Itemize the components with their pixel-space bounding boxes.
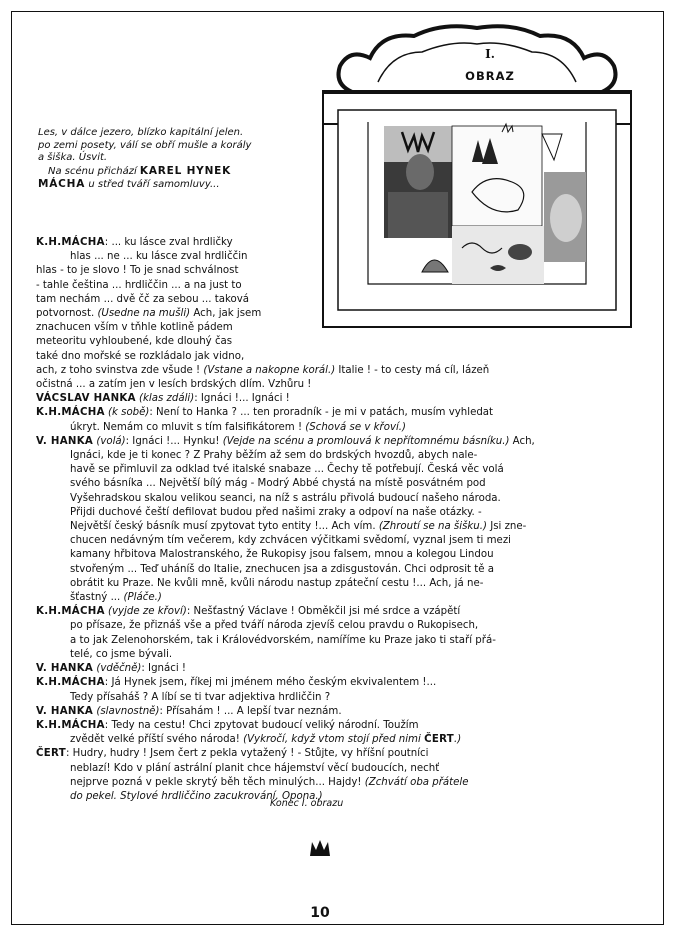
dialogue-line [36, 279, 535, 293]
speaker-name: VÁCSLAV HANKA [36, 393, 136, 405]
line-text: nejprve pozná v pekle skrytý běh těch minulých... Hajdy! [70, 776, 365, 788]
line-text: hlas ... ne ... ku lásce zval hrdliččin [70, 251, 248, 263]
line-text: : Ignáci ! [141, 663, 186, 675]
intro-fragment: u střed tváří samomluvy... [85, 179, 220, 190]
line-text: : Ignáci !... Hynku! [125, 435, 223, 447]
dialogue-line [36, 762, 535, 776]
dialogue-line [36, 236, 535, 250]
line-text: úkryt. Nemám co mluvit s tím falsifikátorem ! [70, 421, 306, 433]
line-text: potvornost. [36, 308, 98, 320]
intro-line: po zemi posety, válí se obří mušle a korály [38, 139, 252, 151]
line-text: : Přísahám ! ... A lepší tvar neznám. [159, 705, 342, 717]
line-text: : Ignáci !... Ignáci ! [194, 393, 290, 405]
line-text: ach, z toho svinstva zde všude ! [36, 364, 204, 376]
stage-direction: (klas zdáli) [135, 393, 195, 405]
line-text: Tedy přísaháš ? A líbí se ti tvar adjektiva hrdliččin ? [70, 691, 331, 703]
speaker-name: K.H.MÁCHA [36, 677, 105, 689]
line-text: Ach, [509, 435, 535, 447]
dialogue-line [36, 264, 535, 278]
dialogue-line [36, 492, 535, 506]
line-text: svého básníka ... Největší bílý mág - Modrý Abbé chystá na místě posvátném pod [70, 478, 486, 490]
stage-direction: do pekel. Stylové hrdliččino zacukrování. Opona.) [70, 790, 323, 802]
line-text: očistná ... a zatím jen v lesích brdských dlím. Vzhůru ! [36, 379, 312, 391]
line-text: : Já Hynek jsem, říkej mi jménem mého českým ekvivalentem !... [104, 677, 437, 689]
dialogue-line [36, 747, 535, 761]
dialogue-line [36, 591, 535, 605]
line-text: stvořeným ... Teď uháníš do Italie, znechucen jsa a zdisgustován. Chci odprosit tě a [70, 563, 495, 575]
dialogue-line [36, 733, 535, 747]
intro-text [38, 127, 251, 192]
line-text: : Není to Hanka ? ... ten proradník - je mi v patách, musím vyhledat [149, 407, 494, 419]
dialogue-line [36, 307, 535, 321]
speaker-name: K.H.MÁCHA [36, 606, 105, 618]
line-text: : Nešťastný Václave ! Obměkčil jsi mé srdce a vzápětí [186, 606, 461, 618]
dialogue-line [36, 421, 535, 435]
stage-direction: (Vstane a nakopne korál.) [203, 364, 336, 376]
stage-direction: (Usedne na mušli) [97, 308, 191, 320]
intro-line: Les, v dálce jezero, blízko kapitální jelen. [38, 127, 244, 138]
dialogue-line [36, 350, 535, 364]
dialogue-line [36, 321, 535, 335]
line-text: Přijdi duchové čeští defilovat budou před našimi zraky a odpoví na naše otázky. - [70, 506, 482, 518]
line-text: telé, co jsme bývali. [70, 648, 173, 660]
speaker-name: K.H.MÁCHA [36, 719, 105, 731]
line-text: znachucen vším v tňhle kotlině pádem [36, 322, 233, 334]
line-text: : Hudry, hudry ! Jsem čert z pekla vytažený ! - Stůjte, vy hříšní poutníci [65, 748, 429, 760]
dialogue-line [36, 563, 535, 577]
dialogue-line [36, 648, 535, 662]
line-text: Jsi zne- [486, 521, 527, 533]
stage-direction: (Pláče.) [123, 592, 162, 604]
dialogue-line [36, 449, 535, 463]
stage-direction: (vděčně) [93, 663, 142, 675]
dialogue-line [36, 293, 535, 307]
stage-direction: (Zhroutí se na šišku.) [378, 521, 487, 533]
line-text: také dno mořské se rozkládalo jak vidno, [36, 350, 245, 362]
deer-collage [384, 126, 452, 238]
dialogue-line [36, 776, 535, 790]
line-text: Ignáci, kde je ti konec ? Z Prahy běžím až sem do brdských hvozdů, abych nale- [70, 450, 478, 462]
speaker-name: ČERT [36, 748, 66, 760]
dialogue-line [36, 577, 535, 591]
dialogue-line [36, 463, 535, 477]
speaker-name: K.H.MÁCHA [36, 407, 105, 419]
stage-direction: (Vykročí, když vtom stojí před nimi [243, 734, 425, 746]
logo-mark-icon [308, 838, 332, 858]
stage-direction: (Vejde na scénu a promlouvá k nepřítomnému básníku.) [222, 435, 510, 447]
dialogue-line [36, 705, 535, 719]
line-text: : Tedy na cestu! Chci zpytovat budoucí veliký národní. Toužím [104, 719, 419, 731]
stage-direction: (volá) [93, 435, 126, 447]
line-text: meteoritu vyhloubené, kde dlouhý čas [36, 336, 233, 348]
dialogue-line [36, 378, 535, 392]
speaker-name: V. HANKA [36, 663, 94, 675]
intro-line: a šiška. Úsvit. [38, 152, 108, 163]
line-text: Ach, jak jsem [190, 308, 262, 320]
dialogue-line [36, 520, 535, 534]
dialogue-line [36, 506, 535, 520]
dialogue-line [36, 335, 535, 349]
speaker-name: K.H.MÁCHA [36, 237, 105, 248]
dialogue-line [36, 477, 535, 491]
stage-direction: (slavnostně) [93, 705, 160, 717]
dialogue-line [36, 364, 535, 378]
character-name: MÁCHA [38, 178, 86, 190]
line-text: Vyšehradskou skalou velikou seanci, na níž s astrálu přivolá budoucí našeho národa. [70, 492, 501, 504]
line-text: : ... ku lásce zval hrdličky [104, 237, 233, 248]
line-text: kamany hřbitova Malostranského, že Rukopisy jsou falsem, mnou a kolegou Lindou [70, 549, 494, 561]
dialogue-line [36, 634, 535, 648]
line-text: chucen nedávným tím večerem, kdy zchvácen výčitkami svědomí, vyznal jsem ti mezi [70, 535, 511, 547]
stage-direction: (vyjde ze křoví) [104, 606, 187, 618]
line-text: a to jak Zelenohorském, tak i Královédvorském, namíříme ku Praze jako ti staří přá- [70, 634, 496, 646]
dialogue-line [36, 676, 535, 690]
speaker-name: V. HANKA [36, 435, 94, 447]
stage-direction: .) [454, 734, 462, 746]
page-number: 10 [310, 905, 330, 921]
speaker-name: ČERT [424, 734, 455, 746]
stage-number: I. [485, 47, 495, 61]
line-text: - tahle čeština ... hrdliččin ... a na just to [36, 279, 242, 291]
dialogue-line [36, 534, 535, 548]
speaker-name: V. HANKA [36, 705, 94, 717]
dialogue-line [36, 548, 535, 562]
dialogue-line [36, 619, 535, 633]
stage-direction: (k sobě) [104, 407, 150, 419]
stage-title: OBRAZ [465, 69, 515, 83]
line-text: šťastný ... [70, 592, 124, 604]
line-text: po přísaze, že přiznáš vše a před tváří národa zjevíš celou pravdu o Rukopisech, [70, 620, 479, 632]
dialogue-body [36, 236, 535, 804]
line-text: hlas - to je slovo ! To je snad schválnost [36, 265, 239, 277]
dialogue-line [36, 435, 535, 449]
intro-fragment: Na scénu přichází [48, 165, 140, 177]
dialogue-line [36, 605, 535, 619]
line-text: obrátit ku Praze. Ne kvůli mně, kvůli národu nastup zpáteční cestu !... Ach, já ne- [70, 577, 484, 589]
dialogue-line [36, 719, 535, 733]
line-text: havě se přimluvil za odklad tvé italské snabaze ... Čechy tě potřebují. Česká věc volá [70, 464, 504, 476]
dialogue-line [36, 250, 535, 264]
dialogue-line [36, 662, 535, 676]
stage-direction: (Zchvátí oba přátele [364, 776, 469, 788]
line-text: neblazí! Kdo v plání astrální planit chce hájemství věcí budoucích, nechť [70, 762, 440, 774]
line-text: tam nechám ... dvě čč za sebou ... taková [36, 293, 250, 305]
character-name: KAREL HYNEK [139, 164, 232, 177]
dialogue-line [36, 691, 535, 705]
line-text: Největší český básník musí zpytovat tyto entity !... Ach vím. [70, 521, 379, 533]
end-note: Konec I. obrazu [270, 798, 344, 809]
dialogue-line [36, 406, 535, 420]
intro-line [38, 165, 251, 179]
line-text: Italie ! - to cesty má cíl, lázeň [335, 364, 490, 376]
intro-line [38, 178, 251, 192]
line-text: zvědět velké příští svého národa! [70, 734, 244, 746]
dialogue-line [36, 392, 535, 406]
stage-direction: (Schová se v křoví.) [305, 421, 407, 433]
